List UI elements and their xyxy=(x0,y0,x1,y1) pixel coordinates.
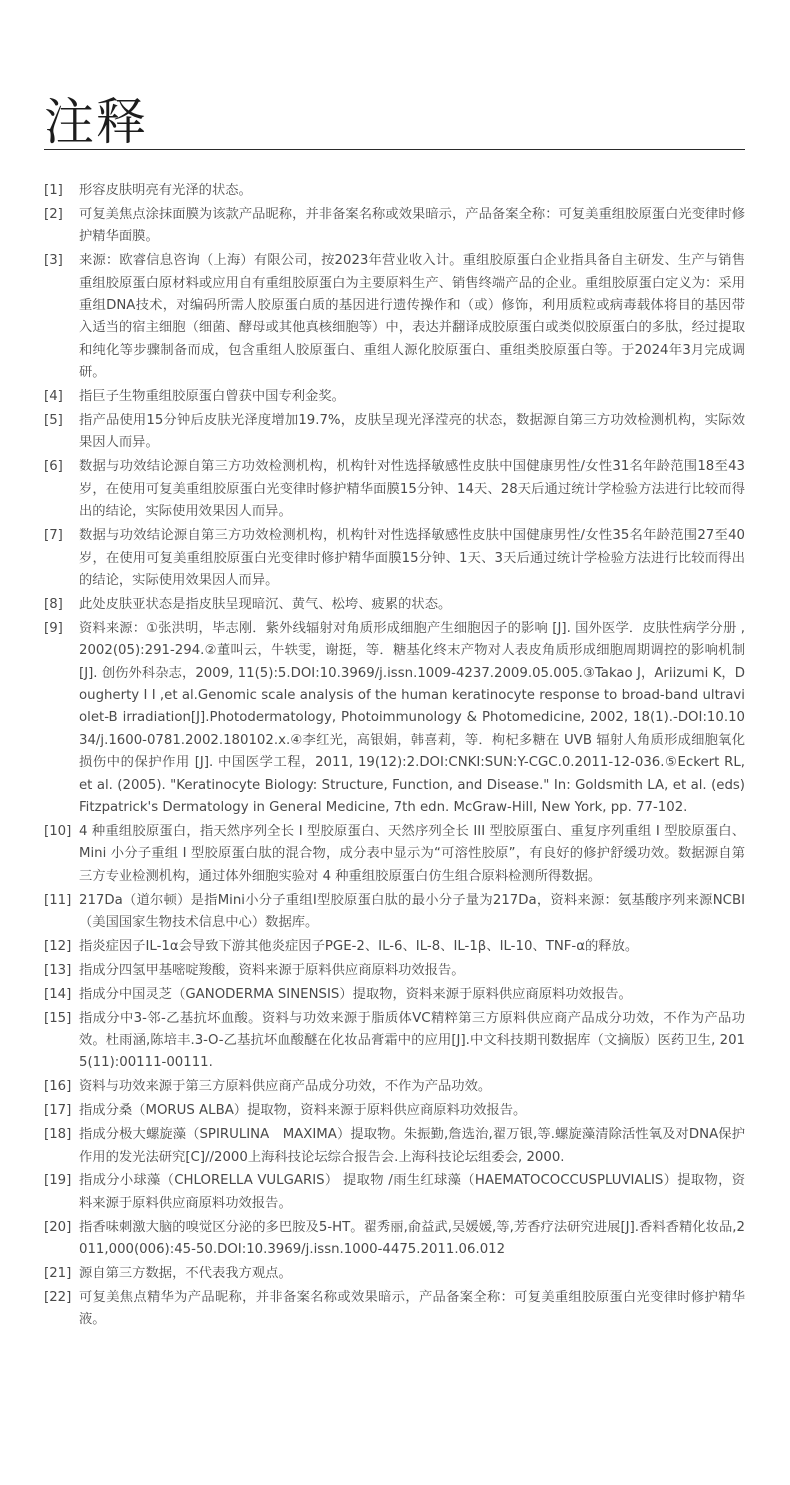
note-text: 可复美焦点精华为产品昵称，并非备案名称或效果暗示，产品备案全称：可复美重组胶原蛋白光变律时修护精华液。 xyxy=(79,1290,745,1328)
note-number: [11] xyxy=(44,892,72,908)
note-item xyxy=(44,1076,745,1098)
title-divider xyxy=(44,149,745,150)
note-number: [12] xyxy=(44,938,72,954)
notes-list xyxy=(44,180,745,1333)
note-text: 资料来源：①张洪明，毕志刚．紫外线辐射对角质形成细胞产生细胞因子的影响 [J]. 国外医学．皮肤性病学分册 ,2002(05):291-294.②董叫云，牛轶雯，谢挺，等．糖基化终末产物对人表皮角质形成细胞周期调控的影响机制 [J]. 创伤外科杂志，2009, 11(5):5.DOI:10.3969/j.issn.1009-4237.2009.05.005.③Takao J，Ariizumi K，Dougherty I I ,et al.Genomic scale analysis of the human keratinocyte response to broad‐band ultraviolet‐B irradiation[J].Photodermatology, Photoimmunology & Photomedicine, 2002, 18(1).-DOI:10.1034/j.1600-0781.2002.180102.x.④李红光，高银娟，韩喜莉，等．枸杞多糖在 UVB 辐射人角质形成细胞氧化损伤中的保护作用 [J]. 中国医学工程，2011, 19(12):2.DOI:CNKI:SUN:Y-CGC.0.2011-12-036.⑤Eckert RL, et al. (2005). "Keratinocyte Biology: Structure, Function, and Disease." In: Goldsmith LA, et al. (eds) Fitzpatrick's Dermatology in General Medicine, 7th edn. McGraw-Hill, New York, pp. 77-102. xyxy=(79,620,745,815)
note-text: 4 种重组胶原蛋白，指天然序列全长 I 型胶原蛋白、天然序列全长 III 型胶原蛋白、重复序列重组 I 型胶原蛋白、Mini 小分子重组 I 型胶原蛋白肽的混合物，成分表中显示为“可溶性胶原”，有良好的修护舒缓功效。数据源自第三方专业检测机构，通过体外细胞实验对 4 种重组胶原蛋白仿生组合原料检测所得数据。 xyxy=(79,823,745,884)
note-number: [4] xyxy=(44,389,63,405)
note-text: 数据与功效结论源自第三方功效检测机构，机构针对性选择敏感性皮肤中国健康男性/女性35名年龄范围27至40岁，在使用可复美重组胶原蛋白光变律时修护精华面膜15分钟、1天、3天后通过统计学检验方法进行比较而得出的结论，实际使用效果因人而异。 xyxy=(79,528,745,588)
note-number: [21] xyxy=(44,1266,72,1282)
note-item xyxy=(44,410,745,455)
note-number: [3] xyxy=(44,253,63,269)
note-number: [13] xyxy=(44,962,72,978)
note-item xyxy=(44,960,745,982)
note-number: [5] xyxy=(44,413,63,429)
note-number: [7] xyxy=(44,528,63,544)
note-item xyxy=(44,250,745,384)
note-text: 指成分中国灵芝（GANODERMA SINENSIS）提取物，资料来源于原料供应商原料功效报告。 xyxy=(79,986,632,1002)
note-item xyxy=(44,936,745,958)
note-item xyxy=(44,821,745,888)
note-text: 指成分桑（MORUS ALBA）提取物，资料来源于原料供应商原料功效报告。 xyxy=(79,1103,527,1119)
note-number: [1] xyxy=(44,183,63,198)
note-number: [9] xyxy=(44,620,63,636)
page-title: 注释 xyxy=(44,93,148,151)
note-number: [10] xyxy=(44,823,72,839)
note-text: 数据与功效结论源自第三方功效检测机构，机构针对性选择敏感性皮肤中国健康男性/女性31名年龄范围18至43岁，在使用可复美重组胶原蛋白光变律时修护精华面膜15分钟、14天、28天后通过统计学检验方法进行比较而得出的结论，实际使用效果因人而异。 xyxy=(79,459,745,520)
note-number: [20] xyxy=(44,1219,72,1235)
note-item xyxy=(44,1100,745,1122)
note-item xyxy=(44,456,745,523)
note-item xyxy=(44,594,745,616)
note-text: 指产品使用15分钟后皮肤光泽度增加19.7%，皮肤呈现光泽滢亮的状态，数据源自第三方功效检测机构，实际效果因人而异。 xyxy=(79,413,745,451)
note-item xyxy=(44,1217,745,1262)
note-item xyxy=(44,984,745,1006)
note-number: [15] xyxy=(44,1010,72,1026)
note-item xyxy=(44,1287,745,1332)
note-text: 此处皮肤亚状态是指皮肤呈现暗沉、黄气、松垮、疲累的状态。 xyxy=(79,596,452,612)
note-number: [16] xyxy=(44,1079,72,1095)
note-text: 217Da（道尔顿）是指Mini小分子重组I型胶原蛋白肽的最小分子量为217Da，资料来源：氨基酸序列来源NCBI（美国国家生物技术信息中心）数据库。 xyxy=(79,892,745,930)
note-number: [19] xyxy=(44,1173,72,1189)
note-number: [8] xyxy=(44,596,63,612)
note-item xyxy=(44,180,745,202)
note-number: [18] xyxy=(44,1127,72,1143)
note-text: 指成分极大螺旋藻（SPIRULINA MAXIMA）提取物。朱振勤,詹选治,翟万银,等.螺旋藻清除活性氧及对DNA保护作用的发光法研究[C]//2000上海科技论坛综合报告会.上海科技论坛组委会, 2000. xyxy=(79,1127,745,1165)
note-number: [6] xyxy=(44,459,63,475)
note-text: 指香味刺激大脑的嗅觉区分泌的多巴胺及5-HT。翟秀丽,俞益武,吴媛媛,等,芳香疗法研究进展[J].香料香精化妆品,2011,000(006):45-50.DOI:10.3969/j.issn.1000-4475.2011.06.012 xyxy=(79,1219,745,1258)
note-item xyxy=(44,1170,745,1215)
note-item xyxy=(44,1263,745,1285)
note-text: 资料与功效来源于第三方原料供应商产品成分功效，不作为产品功效。 xyxy=(79,1079,492,1095)
note-text: 指成分小球藻（CHLORELLA VULGARIS） 提取物 /雨生红球藻（HAEMATOCOCCUSPLUVIALIS）提取物，资料来源于原料供应商原料功效报告。 xyxy=(79,1173,745,1211)
note-text: 指炎症因子IL-1α会导致下游其他炎症因子PGE-2、IL-6、IL-8、IL-1β、IL-10、TNF-α的释放。 xyxy=(79,938,639,954)
note-number: [2] xyxy=(44,206,63,222)
note-item xyxy=(44,1008,745,1075)
note-text: 源自第三方数据，不代表我方观点。 xyxy=(79,1266,292,1282)
note-text: 指成分四氢甲基嘧啶羧酸，资料来源于原料供应商原料功效报告。 xyxy=(79,962,465,978)
note-number: [17] xyxy=(44,1103,72,1119)
note-item xyxy=(44,890,745,935)
note-item xyxy=(44,1124,745,1169)
note-text: 指成分中3-邻-乙基抗坏血酸。资料与功效来源于脂质体VC精粹第三方原料供应商产品成分功效，不作为产品功效。杜雨涵,陈培丰.3-O-乙基抗坏血酸醚在化妆品膏霜中的应用[J].中文科技期刊数据库（文摘版）医药卫生, 2015(11):00111-00111. xyxy=(79,1010,745,1071)
note-item xyxy=(44,525,745,592)
note-item xyxy=(44,618,745,820)
note-number: [14] xyxy=(44,986,72,1002)
note-number: [22] xyxy=(44,1290,72,1305)
note-text: 来源：欧睿信息咨询（上海）有限公司，按2023年营业收入计。重组胶原蛋白企业指具备自主研发、生产与销售重组胶原蛋白原材料或应用自有重组胶原蛋白为主要原料生产、销售终端产品的企业。重组胶原蛋白定义为：采用重组DNA技术，对编码所需人胶原蛋白质的基因进行遗传操作和（或）修饰，利用质粒或病毒载体将目的基因带入适当的宿主细胞（细菌、酵母或其他真核细胞等）中，表达并翻译成胶原蛋白或类似胶原蛋白的多肽，经过提取和纯化等步骤制备而成，包含重组人胶原蛋白、重组人源化胶原蛋白、重组类胶原蛋白等。于2024年3月完成调研。 xyxy=(79,253,745,381)
note-text: 形容皮肤明亮有光泽的状态。 xyxy=(79,183,252,198)
note-item xyxy=(44,386,745,408)
note-text: 可复美焦点涂抹面膜为该款产品昵称，并非备案名称或效果暗示，产品备案全称：可复美重组胶原蛋白光变律时修护精华面膜。 xyxy=(79,206,745,245)
note-item xyxy=(44,204,745,249)
note-text: 指巨子生物重组胶原蛋白曾获中国专利金奖。 xyxy=(79,389,345,405)
